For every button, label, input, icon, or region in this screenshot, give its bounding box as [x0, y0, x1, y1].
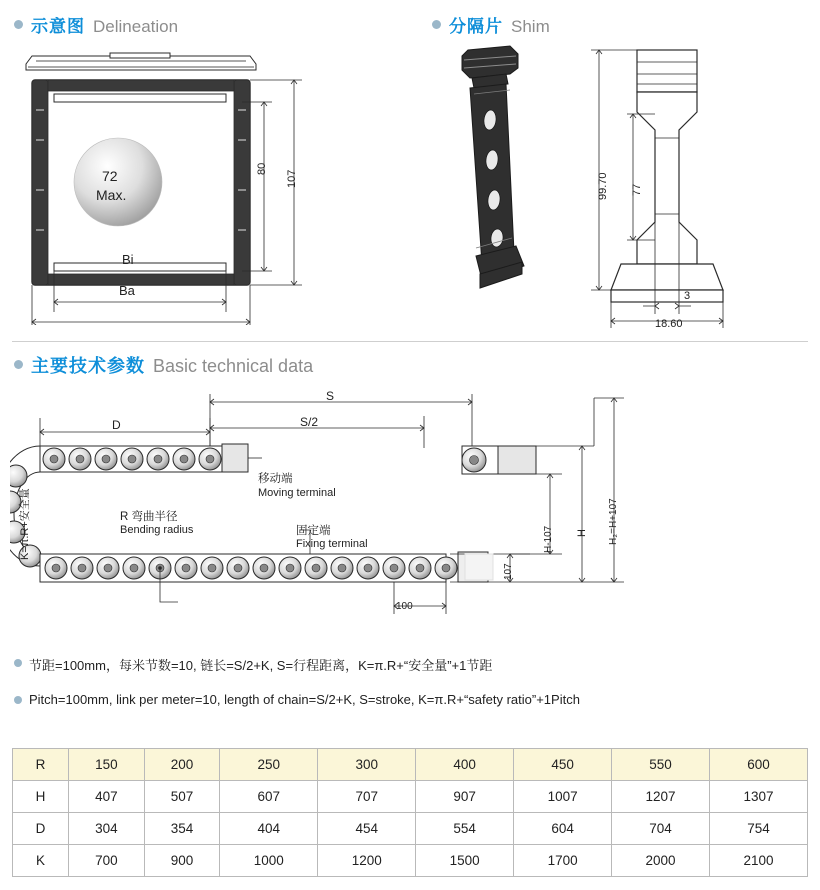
dim-80-label: 80	[256, 162, 268, 175]
shim-perspective-drawing	[440, 42, 560, 302]
table-cell: 707	[318, 781, 416, 813]
section-heading-shim	[432, 12, 550, 37]
bullet-icon	[14, 20, 23, 29]
table-cell: 250	[220, 749, 318, 781]
table-cell: 407	[69, 781, 145, 813]
note-row-en	[14, 692, 580, 707]
label-D: D	[112, 418, 121, 432]
note-text-en: Pitch=100mm, link per meter=10, length of chain=S/2+K, S=stroke, K=π.R+“safety ratio”+1Pitch	[29, 692, 580, 707]
table-cell: 304	[69, 813, 145, 845]
table-cell: 907	[416, 781, 514, 813]
table-row-label: H	[13, 781, 69, 813]
section-divider	[12, 341, 808, 342]
label-fixing-en: Fixing terminal	[296, 538, 368, 550]
bullet-icon	[14, 360, 23, 369]
bullet-icon	[14, 696, 22, 704]
table-cell: 507	[144, 781, 220, 813]
ball-label-value: 72	[102, 168, 118, 184]
table-cell: 454	[318, 813, 416, 845]
section-title-en: Basic technical data	[153, 356, 314, 376]
table-row	[13, 781, 808, 813]
table-cell: 1200	[318, 845, 416, 877]
section-title-cn: 示意图	[31, 17, 85, 36]
table-cell: 2100	[710, 845, 808, 877]
section-title-cn: 分隔片	[449, 17, 503, 36]
table-cell: 404	[220, 813, 318, 845]
table-cell: 1007	[514, 781, 612, 813]
label-K-formula: K=π.R+安全量	[19, 488, 31, 560]
label-bending-radius-cn: R 弯曲半径	[120, 511, 178, 523]
label-H-107: H-107	[543, 525, 554, 553]
table-cell: 754	[710, 813, 808, 845]
table-cell: 450	[514, 749, 612, 781]
table-cell: 1207	[612, 781, 710, 813]
table-row-label: D	[13, 813, 69, 845]
label-S2: S/2	[300, 415, 319, 429]
table-cell: 400	[416, 749, 514, 781]
table-row-label: R	[13, 749, 69, 781]
note-text-cn: 节距=100mm，每米节数=10, 链长=S/2+K, S=行程距离，K=π.R+“安全量”+1节距	[29, 658, 493, 673]
table-cell: 600	[710, 749, 808, 781]
table-cell: 150	[69, 749, 145, 781]
table-row	[13, 813, 808, 845]
label-H2: H₂=H+107	[608, 498, 619, 545]
table-cell: 1500	[416, 845, 514, 877]
table-row	[13, 845, 808, 877]
table-cell: 604	[514, 813, 612, 845]
table-cell: 1700	[514, 845, 612, 877]
dim-bi-label: Bi	[122, 252, 134, 267]
table-cell: 200	[144, 749, 220, 781]
section-heading-delineation	[14, 12, 178, 37]
table-cell: 900	[144, 845, 220, 877]
table-cell: 1000	[220, 845, 318, 877]
label-fixing-cn: 固定端	[296, 525, 331, 537]
label-bending-radius-en: Bending radius	[120, 524, 194, 536]
label-moving-en: Moving terminal	[258, 487, 336, 499]
shim-flat-drawing	[575, 42, 805, 332]
table-cell: 1307	[710, 781, 808, 813]
table-cell: 354	[144, 813, 220, 845]
bullet-icon	[432, 20, 441, 29]
table-cell: 607	[220, 781, 318, 813]
section-title-en: Shim	[511, 17, 550, 36]
note-row-cn	[14, 655, 492, 674]
table-row	[13, 749, 808, 781]
dim-1860-label: 18.60	[655, 318, 683, 330]
label-S: S	[326, 389, 335, 403]
dim-ba-label: Ba	[119, 283, 135, 298]
section-heading-basic	[14, 352, 313, 378]
label-H: H	[576, 529, 588, 537]
table-cell: 704	[612, 813, 710, 845]
table-cell: 300	[318, 749, 416, 781]
label-107: 107	[503, 563, 514, 580]
bullet-icon	[14, 659, 22, 667]
table-cell: 550	[612, 749, 710, 781]
dim-3-label: 3	[684, 290, 691, 302]
dim-77-label: 77	[631, 183, 643, 196]
ball-label-max: Max.	[96, 187, 127, 203]
spec-table	[12, 748, 808, 877]
table-cell: 2000	[612, 845, 710, 877]
section-title-en: Delineation	[93, 17, 179, 36]
table-cell: 700	[69, 845, 145, 877]
section-title-cn: 主要技术参数	[31, 356, 145, 376]
label-moving-cn: 移动端	[258, 473, 293, 485]
table-row-label: K	[13, 845, 69, 877]
label-pitch-100: 100	[396, 601, 413, 612]
table-cell: 554	[416, 813, 514, 845]
dim-107-label: 107	[286, 169, 298, 188]
dim-9970-label: 99.70	[597, 172, 609, 200]
